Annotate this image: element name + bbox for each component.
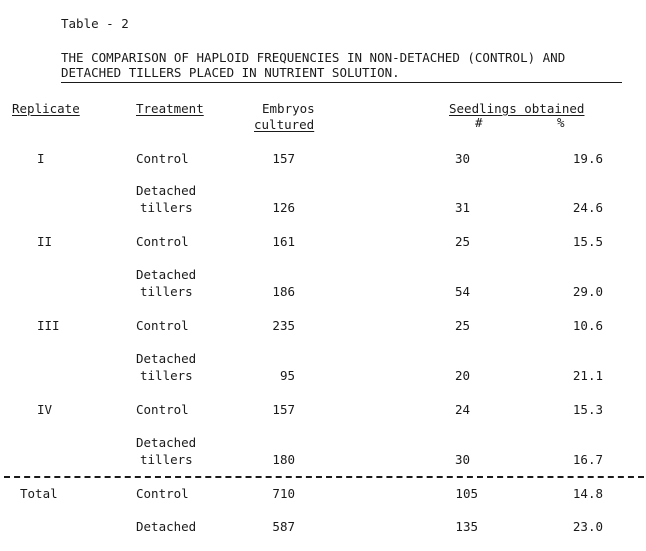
- total-embryos: 587: [272, 519, 295, 534]
- table-title-line-2: DETACHED TILLERS PLACED IN NUTRIENT SOLUTION.: [61, 65, 400, 80]
- header-count-symbol: #: [475, 115, 483, 130]
- row-seedlings-count: 31: [454, 200, 470, 215]
- row-embryos: 95: [279, 368, 295, 383]
- row-treatment: Detached: [136, 351, 197, 366]
- row-seedlings-percent: 15.3: [572, 402, 603, 417]
- row-replicate: IV: [37, 402, 53, 417]
- row-treatment: Control: [136, 402, 189, 417]
- row-treatment-line2: tillers: [140, 368, 193, 383]
- table-title-line-1: THE COMPARISON OF HAPLOID FREQUENCIES IN NON-DETACHED (CONTROL) AND: [61, 50, 566, 65]
- row-embryos: 180: [272, 452, 295, 467]
- total-seedlings-count: 135: [455, 519, 478, 534]
- header-cultured: cultured: [254, 117, 315, 132]
- row-seedlings-count: 25: [454, 318, 470, 333]
- header-embryos: Embryos: [262, 101, 315, 116]
- header-seedlings-obtained: Seedlings obtained: [449, 101, 585, 116]
- row-seedlings-count: 54: [454, 284, 470, 299]
- row-seedlings-percent: 29.0: [572, 284, 603, 299]
- row-treatment: Control: [136, 151, 189, 166]
- row-seedlings-percent: 19.6: [572, 151, 603, 166]
- row-replicate: II: [37, 234, 53, 249]
- row-replicate: I: [37, 151, 45, 166]
- row-replicate: III: [37, 318, 60, 333]
- row-treatment: Detached: [136, 183, 197, 198]
- total-separator: [4, 476, 644, 478]
- row-embryos: 126: [272, 200, 295, 215]
- row-seedlings-count: 25: [454, 234, 470, 249]
- row-treatment: Detached: [136, 267, 197, 282]
- row-treatment: Control: [136, 234, 189, 249]
- row-treatment: Control: [136, 318, 189, 333]
- row-seedlings-percent: 21.1: [572, 368, 603, 383]
- total-embryos: 710: [272, 486, 295, 501]
- row-embryos: 161: [272, 234, 295, 249]
- header-replicate: Replicate: [12, 101, 80, 116]
- row-seedlings-percent: 16.7: [572, 452, 603, 467]
- row-seedlings-count: 30: [454, 151, 470, 166]
- total-seedlings-percent: 14.8: [572, 486, 603, 501]
- row-embryos: 157: [272, 151, 295, 166]
- row-treatment-line2: tillers: [140, 200, 193, 215]
- total-label: Total: [20, 486, 58, 501]
- row-treatment: Detached: [136, 435, 197, 450]
- total-seedlings-percent: 23.0: [572, 519, 603, 534]
- row-seedlings-count: 30: [454, 452, 470, 467]
- header-percent-symbol: %: [557, 115, 565, 130]
- row-seedlings-percent: 10.6: [572, 318, 603, 333]
- total-seedlings-count: 105: [455, 486, 478, 501]
- row-seedlings-percent: 24.6: [572, 200, 603, 215]
- row-embryos: 157: [272, 402, 295, 417]
- row-treatment-line2: tillers: [140, 284, 193, 299]
- title-underline: [61, 82, 622, 83]
- row-seedlings-percent: 15.5: [572, 234, 603, 249]
- total-treatment: Detached: [136, 519, 197, 534]
- row-embryos: 235: [272, 318, 295, 333]
- total-treatment: Control: [136, 486, 189, 501]
- row-seedlings-count: 24: [454, 402, 470, 417]
- table-label: Table - 2: [61, 16, 129, 31]
- row-embryos: 186: [272, 284, 295, 299]
- row-seedlings-count: 20: [454, 368, 470, 383]
- row-treatment-line2: tillers: [140, 452, 193, 467]
- header-treatment: Treatment: [136, 101, 204, 116]
